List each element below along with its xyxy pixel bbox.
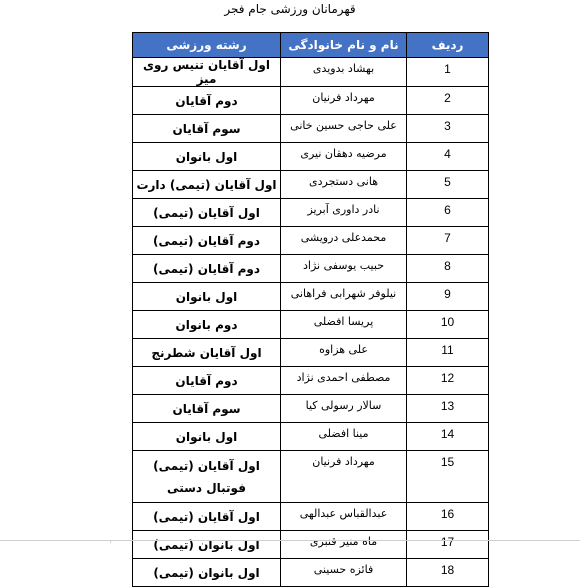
- row-number: 2: [407, 87, 489, 115]
- row-sport: اول آقایان (تیمی) فوتبال دستی: [133, 451, 281, 503]
- row-number: 13: [407, 395, 489, 423]
- table-row: [133, 531, 489, 559]
- row-sport: اول بانوان: [133, 283, 281, 311]
- row-sport: دوم آقایان (تیمی): [133, 227, 281, 255]
- row-number: 18: [407, 559, 489, 587]
- table-row: [133, 503, 489, 531]
- table-row: [133, 115, 489, 143]
- row-number: 3: [407, 115, 489, 143]
- table-row: [133, 451, 489, 503]
- row-name: مرضیه دهقان نیری: [281, 143, 407, 171]
- row-sport: اول آقایان (تیمی): [133, 503, 281, 531]
- row-number: 4: [407, 143, 489, 171]
- row-name: بهشاد بدویدی: [281, 58, 407, 87]
- row-sport: اول آقایان (تیمی): [133, 199, 281, 227]
- page-bottom-divider: [0, 540, 580, 541]
- row-sport: دوم آقایان (تیمی): [133, 255, 281, 283]
- row-number: 7: [407, 227, 489, 255]
- row-sport: سوم آقایان: [133, 395, 281, 423]
- row-sport: اول آقایان تنیس روی میز: [133, 58, 281, 87]
- row-number: 15: [407, 451, 489, 503]
- row-number: 14: [407, 423, 489, 451]
- table-header-row: [133, 33, 489, 58]
- row-sport: سوم آقایان: [133, 115, 281, 143]
- row-name: مینا افضلی: [281, 423, 407, 451]
- row-number: 11: [407, 339, 489, 367]
- table-row: [133, 283, 489, 311]
- row-name: مهرداد فرنیان: [281, 451, 407, 503]
- row-name: علی هزاوه: [281, 339, 407, 367]
- table-row: [133, 227, 489, 255]
- document-title: قهرمانان ورزشی جام فجر: [224, 2, 356, 16]
- row-name: مهرداد فرنیان: [281, 87, 407, 115]
- row-sport: اول بانوان: [133, 143, 281, 171]
- table-row: [133, 255, 489, 283]
- row-name: حبیب یوسفی نژاد: [281, 255, 407, 283]
- row-name: نیلوفر شهرابی فراهانی: [281, 283, 407, 311]
- row-number: 6: [407, 199, 489, 227]
- row-sport: اول آقایان شطرنج: [133, 339, 281, 367]
- row-sport: دوم آقایان: [133, 87, 281, 115]
- row-name: ماه منیر قنبری: [281, 531, 407, 559]
- row-number: 10: [407, 311, 489, 339]
- row-name: هانی دستجردی: [281, 171, 407, 199]
- table-row: [133, 339, 489, 367]
- row-name: محمدعلی درویشی: [281, 227, 407, 255]
- row-number: 5: [407, 171, 489, 199]
- row-number: 8: [407, 255, 489, 283]
- table-row: [133, 143, 489, 171]
- row-sport: اول بانوان (تیمی): [133, 559, 281, 587]
- row-sport: اول بانوان: [133, 423, 281, 451]
- row-name: فائزه حسینی: [281, 559, 407, 587]
- row-name: مصطفی احمدی نژاد: [281, 367, 407, 395]
- table-row: [133, 559, 489, 587]
- row-sport: اول بانوان (تیمی): [133, 531, 281, 559]
- row-name: پریسا افضلی: [281, 311, 407, 339]
- row-name: عبدالقباس عبدالهی: [281, 503, 407, 531]
- table-body: [133, 58, 489, 587]
- table-row: [133, 58, 489, 87]
- table-row: [133, 367, 489, 395]
- row-number: 12: [407, 367, 489, 395]
- table-row: [133, 423, 489, 451]
- header-name: نام و نام خانوادگی: [281, 33, 407, 58]
- row-number: 1: [407, 58, 489, 87]
- row-number: 16: [407, 503, 489, 531]
- table-row: [133, 199, 489, 227]
- row-number: 9: [407, 283, 489, 311]
- row-name: علی حاجی حسین خانی: [281, 115, 407, 143]
- header-num: ردیف: [407, 33, 489, 58]
- table-row: [133, 395, 489, 423]
- row-sport: اول آقایان (تیمی) دارت: [133, 171, 281, 199]
- champions-table: [132, 32, 489, 587]
- row-number: 17: [407, 531, 489, 559]
- table-row: [133, 171, 489, 199]
- row-sport: دوم آقایان: [133, 367, 281, 395]
- table-row: [133, 311, 489, 339]
- row-name: سالار رسولی کیا: [281, 395, 407, 423]
- row-sport: دوم بانوان: [133, 311, 281, 339]
- header-sport: رشته ورزشی: [133, 33, 281, 58]
- row-name: نادر داوری آبریز: [281, 199, 407, 227]
- table-row: [133, 87, 489, 115]
- champions-table-container: [132, 32, 488, 587]
